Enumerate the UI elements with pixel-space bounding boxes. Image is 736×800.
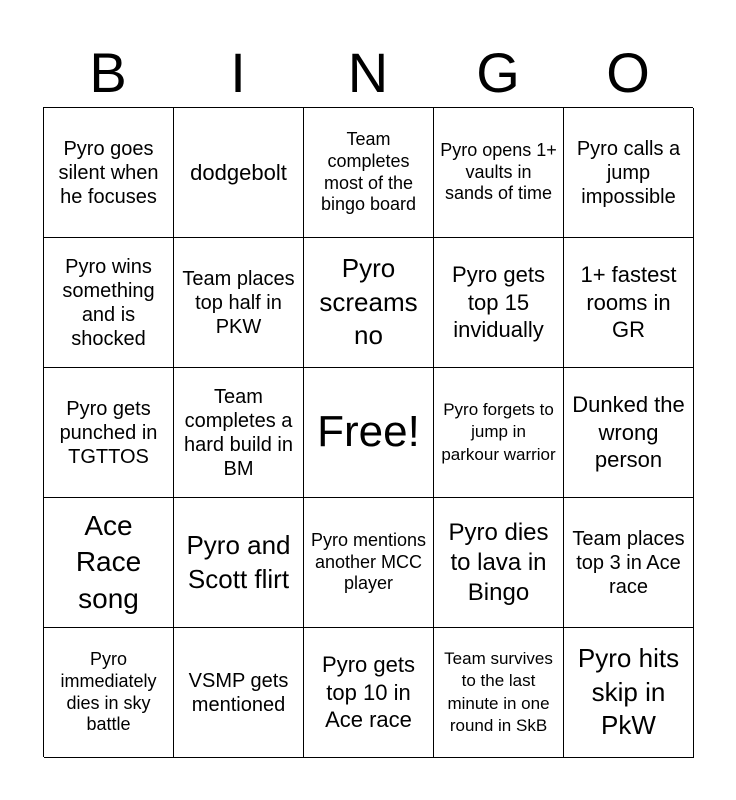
bingo-cell[interactable]: Pyro gets top 10 in Ace race	[304, 628, 434, 758]
bingo-cell[interactable]: Pyro hits skip in PkW	[564, 628, 694, 758]
bingo-cell[interactable]: Dunked the wrong person	[564, 368, 694, 498]
bingo-cell[interactable]: Pyro dies to lava in Bingo	[434, 498, 564, 628]
bingo-cell[interactable]: Pyro immediately dies in sky battle	[44, 628, 174, 758]
bingo-cell[interactable]: Pyro gets top 15 invidually	[434, 238, 564, 368]
bingo-cell[interactable]: Pyro calls a jump impossible	[564, 108, 694, 238]
bingo-cell[interactable]: Team places top 3 in Ace race	[564, 498, 694, 628]
header-letter-b: B	[89, 41, 127, 104]
bingo-cell[interactable]: Team completes a hard build in BM	[174, 368, 304, 498]
header-letter-o: O	[606, 41, 650, 104]
bingo-cell[interactable]: Pyro and Scott flirt	[174, 498, 304, 628]
bingo-cell[interactable]: Pyro forgets to jump in parkour warrior	[434, 368, 564, 498]
header-letter-i: I	[230, 41, 246, 104]
free-space[interactable]: Free!	[304, 368, 434, 498]
bingo-cell[interactable]: Pyro mentions another MCC player	[304, 498, 434, 628]
header-letter-n: N	[347, 41, 389, 104]
bingo-cell[interactable]: Pyro goes silent when he focuses	[44, 108, 174, 238]
bingo-header	[43, 38, 693, 108]
bingo-cell[interactable]: Team survives to the last minute in one round in SkB	[434, 628, 564, 758]
bingo-cell[interactable]: 1+ fastest rooms in GR	[564, 238, 694, 368]
bingo-cell[interactable]: Ace Race song	[44, 498, 174, 628]
bingo-board	[43, 107, 693, 757]
bingo-cell[interactable]: Pyro screams no	[304, 238, 434, 368]
bingo-cell[interactable]: Team places top half in PKW	[174, 238, 304, 368]
bingo-cell[interactable]: Pyro wins something and is shocked	[44, 238, 174, 368]
bingo-cell[interactable]: Pyro opens 1+ vaults in sands of time	[434, 108, 564, 238]
bingo-cell[interactable]: Team completes most of the bingo board	[304, 108, 434, 238]
bingo-cell[interactable]: VSMP gets mentioned	[174, 628, 304, 758]
header-letter-g: G	[476, 41, 520, 104]
bingo-cell[interactable]: Pyro gets punched in TGTTOS	[44, 368, 174, 498]
bingo-cell[interactable]: dodgebolt	[174, 108, 304, 238]
